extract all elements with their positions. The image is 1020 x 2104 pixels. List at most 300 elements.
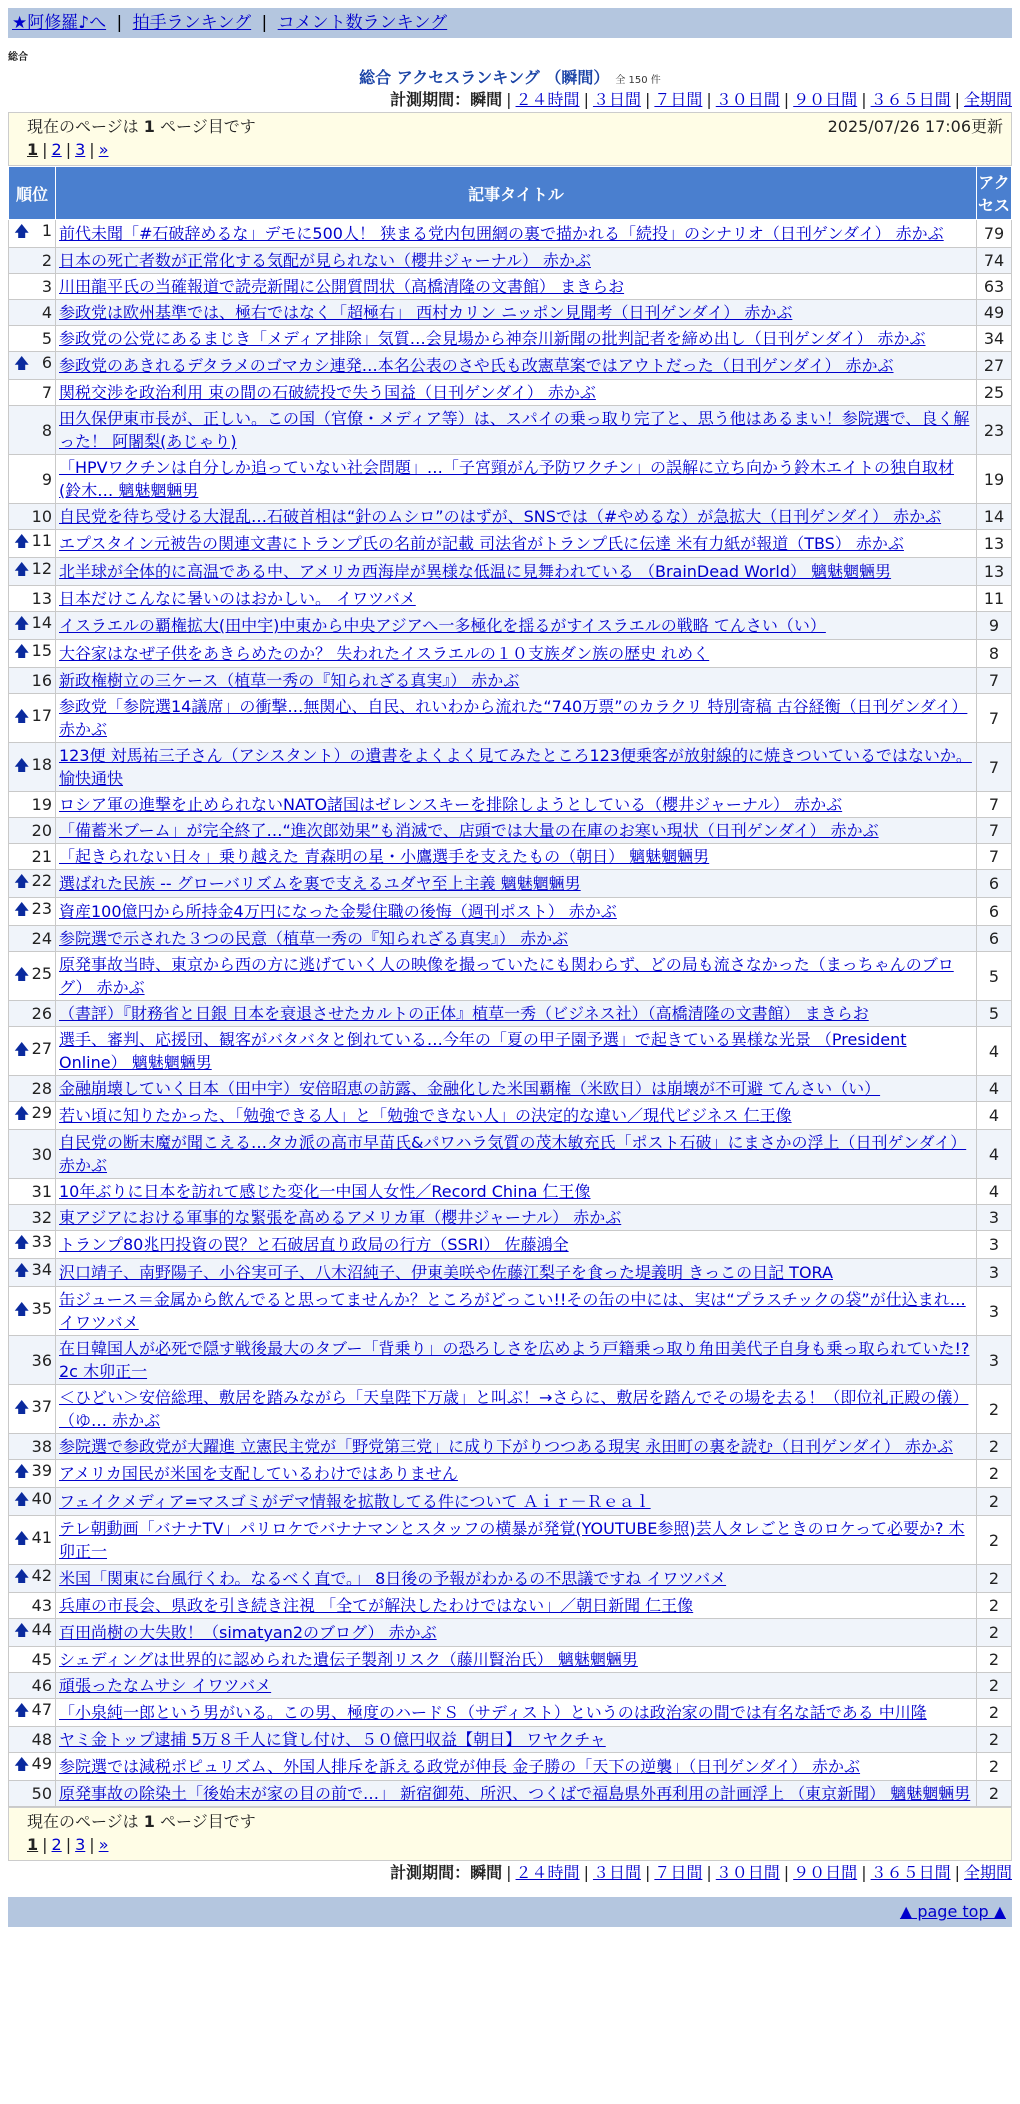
- rank-up-arrow-icon: 🡅: [14, 222, 30, 240]
- access-count: 23: [977, 406, 1012, 455]
- rank-number: 29: [31, 1103, 52, 1122]
- access-count: 2: [977, 1727, 1012, 1753]
- page-link[interactable]: 3: [75, 140, 86, 159]
- rank-up-arrow-icon: 🡅: [14, 1567, 30, 1585]
- article-title-link[interactable]: 缶ジュース＝金属から飲んでると思ってませんか？ところがどっこい!!その缶の中には、実は“プラスチックの袋”が仕込まれ… イワツバメ: [59, 1290, 966, 1332]
- rank-number: 47: [31, 1700, 52, 1719]
- title-cell: [56, 1647, 977, 1673]
- rank-number: 27: [31, 1038, 52, 1058]
- title-cell: [56, 1259, 977, 1287]
- table-row: [9, 870, 1012, 898]
- page-separator: |: [42, 1835, 48, 1854]
- period-separator: |: [583, 90, 589, 109]
- rank-cell: [9, 898, 56, 926]
- rank-number: 16: [31, 671, 52, 690]
- article-title-link[interactable]: 関税交渉を政治利用 束の間の石破続投で失う国益（日刊ゲンダイ） 赤かぶ: [59, 383, 596, 402]
- page-link: 1: [27, 140, 39, 159]
- rank-cell: [9, 352, 56, 380]
- rank-cell: [9, 558, 56, 586]
- table-row: [9, 792, 1012, 818]
- access-count: 3: [977, 1231, 1012, 1259]
- access-count: 2: [977, 1565, 1012, 1593]
- updated-timestamp: 2025/07/26 17:06更新: [827, 117, 1003, 136]
- bottom-bar: [8, 1897, 1012, 1927]
- period-option[interactable]: ３０日間: [715, 1863, 780, 1882]
- page-link[interactable]: 2: [51, 140, 62, 159]
- access-count: 11: [977, 586, 1012, 612]
- table-row: [9, 1781, 1012, 1807]
- access-count: 2: [977, 1647, 1012, 1673]
- period-option[interactable]: ２４時間: [515, 90, 580, 109]
- rank-cell: [9, 380, 56, 406]
- period-option[interactable]: 全期間: [963, 90, 1012, 109]
- rank-up-arrow-icon: 🡅: [14, 1621, 30, 1639]
- rank-number: 28: [31, 1079, 52, 1098]
- table-row: [9, 455, 1012, 504]
- period-option[interactable]: ２４時間: [515, 1863, 580, 1882]
- page-separator: |: [89, 140, 95, 159]
- rank-number: 9: [41, 469, 52, 489]
- next-page-link[interactable]: »: [98, 140, 109, 159]
- page-title-text: 総合 アクセスランキング （瞬間）: [359, 68, 610, 87]
- rank-number: 18: [31, 754, 52, 774]
- table-row: [9, 1727, 1012, 1753]
- article-title-link[interactable]: 百田尚樹の大失敗！（simatyan2のブログ） 赤かぶ: [59, 1623, 437, 1642]
- rank-number: 30: [31, 1144, 52, 1164]
- rank-cell: [9, 870, 56, 898]
- access-count: 2: [977, 1434, 1012, 1460]
- article-title-link[interactable]: 参政党「参院選14議席」の衝撃…無関心、自民、れいわから流れた“740万票”のカラクリ 特別寄稿 古谷経衡（日刊ゲンダイ） 赤かぶ: [59, 697, 968, 739]
- page-link[interactable]: 2: [51, 1835, 62, 1854]
- table-row: [9, 1102, 1012, 1130]
- rank-number: 31: [31, 1182, 52, 1201]
- table-row: [9, 1699, 1012, 1727]
- rank-number: 38: [31, 1437, 52, 1456]
- rank-up-arrow-icon: 🡅: [14, 1104, 30, 1122]
- rank-cell: [9, 1434, 56, 1460]
- rank-up-arrow-icon: 🡅: [14, 1299, 30, 1318]
- page-status-suffix: ページ目です: [154, 1812, 256, 1831]
- access-count: 2: [977, 1699, 1012, 1727]
- page-link[interactable]: 3: [75, 1835, 86, 1854]
- rank-number: 3: [41, 277, 52, 296]
- article-title-link[interactable]: 自民党の断末魔が聞こえる…タカ派の高市早苗氏&パワハラ気質の茂木敏充氏「ポスト石破」にまさかの浮上（日刊ゲンダイ） 赤かぶ: [59, 1133, 967, 1175]
- table-row: [9, 352, 1012, 380]
- table-row: [9, 380, 1012, 406]
- rank-up-arrow-icon: 🡅: [14, 642, 30, 660]
- title-cell: [56, 1231, 977, 1259]
- article-title-link[interactable]: 東アジアにおける軍事的な緊張を高めるアメリカ軍（櫻井ジャーナル） 赤かぶ: [59, 1208, 622, 1227]
- rank-up-arrow-icon: 🡅: [14, 1701, 30, 1719]
- access-count: 3: [977, 1336, 1012, 1385]
- access-count: 49: [977, 300, 1012, 326]
- article-title-link[interactable]: 大谷家はなぜ子供をあきらめたのか？ 失われたイスラエルの１０支族ダン族の歴史 れめく: [59, 644, 710, 663]
- title-cell: [56, 1516, 977, 1565]
- rank-number: 44: [31, 1620, 52, 1639]
- top-nav: [8, 8, 1012, 38]
- article-title-link[interactable]: 原発事故の除染土「後始末が家の目の前で…」 新宿御苑、所沢、つくばで福島県外再利用の計画浮上 （東京新聞） 魑魅魍魎男: [59, 1784, 971, 1803]
- article-title-link[interactable]: 参政党のあきれるデタラメのゴマカシ連発…本名公表のさや氏も改憲草案ではアウトだった（日刊ゲンダイ） 赤かぶ: [59, 356, 894, 375]
- title-cell: [56, 504, 977, 530]
- rank-cell: [9, 694, 56, 743]
- period-separator: |: [706, 90, 712, 109]
- access-count: 2: [977, 1753, 1012, 1781]
- table-row: [9, 1385, 1012, 1434]
- article-title-link[interactable]: フェイクメディア=マスゴミがデマ情報を拡散してる件について Ａｉｒ－Ｒｅａｌ: [59, 1492, 651, 1511]
- title-cell: [56, 1336, 977, 1385]
- rank-up-arrow-icon: 🡅: [14, 1462, 30, 1480]
- title-cell: [56, 1205, 977, 1231]
- pager-bottom: [8, 1807, 1012, 1861]
- table-row: [9, 1488, 1012, 1516]
- table-row: [9, 952, 1012, 1001]
- rank-number: 40: [31, 1489, 52, 1508]
- table-row: [9, 558, 1012, 586]
- page-status-prefix: 現在のページは: [27, 1812, 144, 1831]
- rank-number: 25: [31, 963, 52, 983]
- rank-up-arrow-icon: 🡅: [14, 1039, 30, 1058]
- article-title-link[interactable]: 参政党は欧州基準では、極右ではなく「超極右」 西村カリン ニッポン見聞考（日刊ゲンダイ） 赤かぶ: [59, 303, 793, 322]
- clap-ranking-link[interactable]: 拍手ランキング: [132, 13, 252, 33]
- period-option[interactable]: ９０日間: [793, 1863, 858, 1882]
- period-selector-bottom: [8, 1861, 1012, 1885]
- rank-number: 14: [31, 613, 52, 632]
- rank-cell: [9, 844, 56, 870]
- rank-cell: [9, 248, 56, 274]
- rank-cell: [9, 1179, 56, 1205]
- article-title-link[interactable]: 10年ぶりに日本を訪れて感じた変化一中国人女性／Record China 仁王像: [59, 1182, 591, 1201]
- rank-cell: [9, 300, 56, 326]
- col-rank-header: 順位: [9, 167, 56, 220]
- page-top-link[interactable]: ▲ page top ▲: [899, 1902, 1006, 1921]
- rank-cell: [9, 1336, 56, 1385]
- access-count: 13: [977, 558, 1012, 586]
- rank-number: 41: [31, 1527, 52, 1547]
- rank-up-arrow-icon: 🡅: [14, 1490, 30, 1508]
- article-title-link[interactable]: 「小泉純一郎という男がいる。この男、極度のハードＳ（サディスト）というのは政治家の間では有名な話である 中川隆: [59, 1703, 927, 1722]
- period-option[interactable]: ３日間: [592, 90, 641, 109]
- article-title-link[interactable]: 川田龍平氏の当確報道で読売新聞に公開質問状（高橋清隆の文書館） まきらお: [59, 277, 625, 296]
- access-count: 7: [977, 743, 1012, 792]
- table-row: [9, 1027, 1012, 1076]
- period-option: 瞬間: [470, 90, 503, 109]
- article-title-link[interactable]: 在日韓国人が必死で隠す戦後最大のタブー「背乗り」の恐ろしさを広めよう戸籍乗っ取り角田美代子自身も乗っ取られていた!?2c 木卯正一: [59, 1339, 970, 1381]
- table-row: [9, 1753, 1012, 1781]
- page-separator: |: [65, 140, 72, 159]
- total-count: 全 150 件: [615, 75, 661, 86]
- rank-up-arrow-icon: 🡅: [14, 1233, 30, 1251]
- rank-number: 24: [31, 929, 52, 948]
- article-title-link[interactable]: 北半球が全体的に高温である中、アメリカ西海岸が異様な低温に見舞われている （BrainDead World） 魑魅魍魎男: [59, 562, 892, 581]
- article-title-link[interactable]: 自民党を待ち受ける大混乱…石破首相は“針のムシロ”のはずが、SNSでは（#やめるな）が急拡大（日刊ゲンダイ） 赤かぶ: [59, 507, 942, 526]
- title-cell: [56, 274, 977, 300]
- rank-number: 37: [31, 1396, 52, 1416]
- access-count: 6: [977, 898, 1012, 926]
- article-title-link[interactable]: 原発事故当時、東京から西の方に逃げていく人の映像を撮っていたにも関わらず、どの局も流さなかった（まっちゃんのブログ） 赤かぶ: [59, 955, 954, 997]
- table-row: [9, 220, 1012, 248]
- rank-cell: [9, 220, 56, 248]
- article-title-link[interactable]: 選手、審判、応援団、観客がバタバタと倒れている…今年の「夏の甲子園予選」で起きている異様な光景 （President Online） 魑魅魍魎男: [59, 1030, 907, 1072]
- table-row: [9, 1673, 1012, 1699]
- period-option[interactable]: ７日間: [654, 1863, 703, 1882]
- period-option[interactable]: ３日間: [592, 1863, 641, 1882]
- access-count: 79: [977, 220, 1012, 248]
- article-title-link[interactable]: ヤミ金トップ逮捕 5万８千人に貸し付け、５０億円収益【朝日】 ワヤクチャ: [59, 1730, 606, 1749]
- access-count: 4: [977, 1130, 1012, 1179]
- rank-number: 46: [31, 1676, 52, 1695]
- article-title-link[interactable]: 資産100億円から所持金4万円になった金髪住職の後悔（週刊ポスト） 赤かぶ: [59, 902, 617, 921]
- rank-number: 33: [31, 1232, 52, 1251]
- access-count: 2: [977, 1619, 1012, 1647]
- title-cell: [56, 380, 977, 406]
- access-count: 3: [977, 1205, 1012, 1231]
- title-cell: [56, 1781, 977, 1807]
- rank-number: 7: [41, 383, 52, 402]
- article-title-link[interactable]: 123便 対馬祐三子さん（アシスタント）の遺書をよくよく見てみたところ123便乗客が放射線的に焼きついているではないか。 愉快通快: [59, 746, 972, 788]
- article-title-link[interactable]: 兵庫の市長会、県政を引き続き注視 「全てが解決したわけではない」／朝日新聞 仁王像: [59, 1596, 694, 1615]
- table-row: [9, 530, 1012, 558]
- access-count: 13: [977, 530, 1012, 558]
- period-separator: |: [783, 90, 790, 109]
- article-title-link[interactable]: 「起きられない日々」乗り越えた 青森明の星・小鷹選手を支えたもの（朝日） 魑魅魍魎男: [59, 847, 710, 866]
- title-cell: [56, 818, 977, 844]
- page-link: 1: [27, 1835, 39, 1854]
- access-count: 8: [977, 640, 1012, 668]
- table-row: [9, 1130, 1012, 1179]
- article-title-link[interactable]: 「HPVワクチンは自分しか追っていない社会問題」…「子宮頸がん予防ワクチン」の誤解に立ち向かう鈴木エイトの独自取材(鈴木… 魑魅魍魎男: [59, 458, 955, 500]
- table-row: [9, 612, 1012, 640]
- page-links: [27, 138, 1003, 161]
- article-title-link[interactable]: 参院選では減税ポピュリズム、外国人排斥を訴える政党が伸長 金子勝の「天下の逆襲」（日刊ゲンダイ） 赤かぶ: [59, 1757, 861, 1776]
- access-count: 9: [977, 612, 1012, 640]
- title-cell: [56, 1102, 977, 1130]
- title-cell: [56, 870, 977, 898]
- table-row: [9, 668, 1012, 694]
- article-title-link[interactable]: エプスタイン元被告の関連文書にトランプ氏の名前が記載 司法省がトランプ氏に伝達 米有力紙が報道（TBS） 赤かぶ: [59, 534, 904, 553]
- page-status: [27, 115, 256, 138]
- table-row: [9, 1287, 1012, 1336]
- article-title-link[interactable]: ロシア軍の進撃を止められないNATO諸国はゼレンスキーを排除しようとしている（櫻井ジャーナル） 赤かぶ: [59, 795, 843, 814]
- period-option[interactable]: ９０日間: [793, 90, 858, 109]
- rank-cell: [9, 1027, 56, 1076]
- rank-cell: [9, 1130, 56, 1179]
- title-cell: [56, 1619, 977, 1647]
- article-title-link[interactable]: シェディングは世界的に認められた遺伝子製剤リスク（藤川賢治氏） 魑魅魍魎男: [59, 1650, 638, 1669]
- access-count: 2: [977, 1781, 1012, 1807]
- article-title-link[interactable]: 日本の死亡者数が正常化する気配が見られない（櫻井ジャーナル） 赤かぶ: [59, 251, 591, 270]
- table-row: [9, 1259, 1012, 1287]
- period-label: 計測期間：: [390, 1863, 471, 1882]
- rank-up-arrow-icon: 🡅: [14, 964, 30, 983]
- title-cell: [56, 926, 977, 952]
- article-title-link[interactable]: 米国「関東に台風行くわ。なるべく直で。」 8日後の予報がわかるの不思議ですね イワツバメ: [59, 1569, 727, 1588]
- rank-up-arrow-icon: 🡅: [14, 872, 30, 890]
- rank-number: 12: [31, 559, 52, 578]
- article-title-link[interactable]: 頑張ったなムサシ イワツバメ: [59, 1676, 272, 1695]
- access-count: 7: [977, 668, 1012, 694]
- title-cell: [56, 530, 977, 558]
- rank-cell: [9, 952, 56, 1001]
- table-row: [9, 1231, 1012, 1259]
- rank-cell: [9, 792, 56, 818]
- rank-cell: [9, 1647, 56, 1673]
- title-cell: [56, 1593, 977, 1619]
- rank-up-arrow-icon: 🡅: [14, 755, 30, 774]
- period-option[interactable]: ３０日間: [715, 90, 780, 109]
- title-cell: [56, 406, 977, 455]
- table-row: [9, 1565, 1012, 1593]
- rank-cell: [9, 1673, 56, 1699]
- period-separator: |: [954, 1863, 960, 1882]
- page-status-number: 1: [143, 1812, 155, 1831]
- rank-number: 50: [31, 1784, 52, 1803]
- table-row: [9, 406, 1012, 455]
- table-row: [9, 898, 1012, 926]
- rank-number: 6: [41, 353, 52, 372]
- rank-cell: [9, 1205, 56, 1231]
- title-cell: [56, 1001, 977, 1027]
- article-title-link[interactable]: 選ばれた民族 -- グローバリズムを裏で支えるユダヤ至上主義 魑魅魍魎男: [59, 874, 581, 893]
- period-separator: |: [506, 90, 512, 109]
- title-cell: [56, 1287, 977, 1336]
- page-status-prefix: 現在のページは: [27, 117, 144, 136]
- article-title-link[interactable]: イスラエルの覇権拡大(田中宇)中東から中央アジアへ一多極化を揺るがすイスラエルの戦略 てんさい（い）: [59, 616, 826, 635]
- next-page-link[interactable]: »: [98, 1835, 109, 1854]
- title-cell: [56, 558, 977, 586]
- rank-cell: [9, 1619, 56, 1647]
- table-row: [9, 1516, 1012, 1565]
- table-row: [9, 300, 1012, 326]
- article-title-link[interactable]: 金融崩壊していく日本（田中宇）安倍昭恵の訪露、金融化した米国覇権（米欧日）は崩壊が不可避 てんさい（い）: [59, 1079, 881, 1098]
- page-separator: |: [65, 1835, 72, 1854]
- access-count: 3: [977, 1287, 1012, 1336]
- comment-ranking-link[interactable]: コメント数ランキング: [277, 13, 448, 33]
- title-cell: [56, 1699, 977, 1727]
- table-row: [9, 694, 1012, 743]
- title-cell: [56, 792, 977, 818]
- article-title-link[interactable]: 若い頃に知りたかった、「勉強できる人」と「勉強できない人」の決定的な違い／現代ビジネス 仁王像: [59, 1106, 792, 1125]
- rank-number: 42: [31, 1566, 52, 1585]
- rank-cell: [9, 1076, 56, 1102]
- period-option[interactable]: ７日間: [654, 90, 703, 109]
- period-option[interactable]: ３６５日間: [870, 90, 951, 109]
- table-row: [9, 1647, 1012, 1673]
- rank-number: 19: [31, 795, 52, 814]
- period-separator: |: [644, 90, 651, 109]
- table-row: [9, 1179, 1012, 1205]
- rank-number: 21: [31, 847, 52, 866]
- article-title-link[interactable]: 「備蓄米ブーム」が完全終了…“進次郎効果”も消滅で、店頭では大量の在庫のお寒い現状（日刊ゲンダイ） 赤かぶ: [59, 821, 879, 840]
- table-row: [9, 504, 1012, 530]
- article-title-link[interactable]: アメリカ国民が米国を支配しているわけではありません: [59, 1464, 458, 1483]
- page-title: [8, 65, 1012, 88]
- article-title-link[interactable]: 前代未聞「#石破辞めるな」デモに500人！ 狭まる党内包囲網の裏で描かれる「続投」のシナリオ（日刊ゲンダイ） 赤かぶ: [59, 224, 944, 243]
- period-option[interactable]: 全期間: [963, 1863, 1012, 1882]
- title-cell: [56, 248, 977, 274]
- table-row: [9, 326, 1012, 352]
- rank-number: 5: [41, 329, 52, 348]
- title-cell: [56, 586, 977, 612]
- rank-cell: [9, 926, 56, 952]
- access-count: 2: [977, 1516, 1012, 1565]
- article-title-link[interactable]: 参政党の公党にあるまじき「メディア排除」気質…会見場から神奈川新聞の批判記者を締め出し（日刊ゲンダイ） 赤かぶ: [59, 329, 926, 348]
- rank-number: 36: [31, 1350, 52, 1370]
- article-title-link[interactable]: 参院選で参政党が大躍進 立憲民主党が「野党第三党」に成り下がりつつある現実 永田町の裏を読む（日刊ゲンダイ） 赤かぶ: [59, 1437, 953, 1456]
- nav-separator: |: [116, 13, 123, 33]
- access-count: 14: [977, 504, 1012, 530]
- title-cell: [56, 844, 977, 870]
- rank-up-arrow-icon: 🡅: [14, 614, 30, 632]
- period-separator: |: [861, 1863, 867, 1882]
- rank-up-arrow-icon: 🡅: [14, 1397, 30, 1416]
- access-count: 4: [977, 1179, 1012, 1205]
- page-status-number: 1: [143, 117, 155, 136]
- rank-cell: [9, 1287, 56, 1336]
- page-separator: |: [89, 1835, 95, 1854]
- title-cell: [56, 1727, 977, 1753]
- rank-cell: [9, 504, 56, 530]
- rank-number: 11: [31, 531, 52, 550]
- article-title-link[interactable]: （書評）『財務省と日銀 日本を衰退させたカルトの正体』植草一秀（ビジネス社）（高橋清隆の文書館） まきらお: [59, 1004, 869, 1023]
- rank-cell: [9, 406, 56, 455]
- rank-cell: [9, 1565, 56, 1593]
- rank-number: 10: [31, 507, 52, 526]
- rank-cell: [9, 1460, 56, 1488]
- rank-number: 34: [31, 1260, 52, 1279]
- category-label: 総合: [8, 52, 28, 63]
- access-count: 4: [977, 1027, 1012, 1076]
- title-cell: [56, 1460, 977, 1488]
- article-title-link[interactable]: 田久保伊東市長が、正しい。この国（官僚・メディア等）は、スパイの乗っ取り完了と、思う他はあるまい！参院選で、良く解った！ 阿闍梨(あじゃり): [59, 409, 970, 451]
- table-row: [9, 1205, 1012, 1231]
- period-separator: |: [706, 1863, 712, 1882]
- period-separator: |: [861, 90, 867, 109]
- access-count: 4: [977, 1102, 1012, 1130]
- rank-cell: [9, 1593, 56, 1619]
- rank-cell: [9, 1488, 56, 1516]
- article-title-link[interactable]: トランプ80兆円投資の罠？と石破居直り政局の行方（SSRI） 佐藤鴻全: [59, 1235, 569, 1254]
- rank-cell: [9, 1516, 56, 1565]
- home-link[interactable]: ★阿修羅♪へ: [12, 13, 107, 33]
- rank-up-arrow-icon: 🡅: [14, 900, 30, 918]
- article-title-link[interactable]: ＜ひどい＞安倍総理、敷居を踏みながら「天皇陛下万歳」と叫ぶ！→さらに、敷居を踏んでその場を去る！（即位礼正殿の儀）（ゆ… 赤かぶ: [59, 1388, 969, 1430]
- title-cell: [56, 1673, 977, 1699]
- rank-cell: [9, 1231, 56, 1259]
- period-label: 計測期間：: [390, 90, 471, 109]
- period-option[interactable]: ３６５日間: [870, 1863, 951, 1882]
- title-cell: [56, 898, 977, 926]
- access-count: 5: [977, 952, 1012, 1001]
- article-title-link[interactable]: 参院選で示された３つの民意（植草一秀の『知られざる真実』） 赤かぶ: [59, 929, 569, 948]
- page-status-suffix: ページ目です: [154, 117, 256, 136]
- access-count: 2: [977, 1673, 1012, 1699]
- title-cell: [56, 743, 977, 792]
- article-title-link[interactable]: テレ朝動画「バナナTV」パリロケでバナナマンとスタッフの横暴が発覚(YOUTUBE参照)芸人タレごときのロケって必要か? 木卯正一: [59, 1519, 965, 1561]
- rank-up-arrow-icon: 🡅: [14, 1528, 30, 1547]
- article-title-link[interactable]: 日本だけこんなに暑いのはおかしい。 イワツバメ: [59, 589, 416, 608]
- rank-cell: [9, 586, 56, 612]
- pager-top: [8, 112, 1012, 166]
- title-cell: [56, 668, 977, 694]
- access-count: 2: [977, 1593, 1012, 1619]
- article-title-link[interactable]: 新政権樹立の三ケース（植草一秀の『知られざる真実』） 赤かぶ: [59, 671, 520, 690]
- rank-number: 45: [31, 1650, 52, 1669]
- rank-cell: [9, 1781, 56, 1807]
- access-count: 7: [977, 818, 1012, 844]
- rank-cell: [9, 1102, 56, 1130]
- table-row: [9, 274, 1012, 300]
- article-title-link[interactable]: 沢口靖子、南野陽子、小谷実可子、八木沼純子、伊東美咲や佐藤江梨子を食った堤義明 きっこの日記 TORA: [59, 1263, 833, 1282]
